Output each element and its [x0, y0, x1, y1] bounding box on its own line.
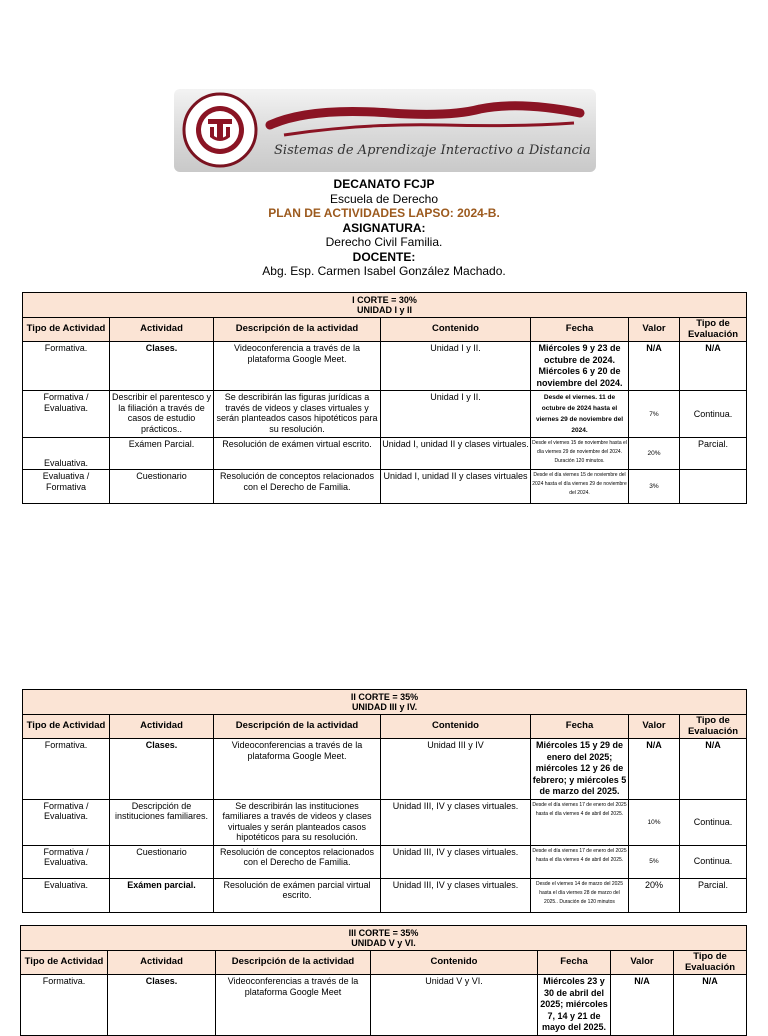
col-fecha: Fecha — [538, 951, 611, 975]
table-row: Formativa / Evaluativa. Descripción de instituciones familiares. Se describirán las instituciones familiares a través de videos y clases virtuales y serán planteados casos hipotéticos para su resolución. Unidad III, IV y clases virtuales. Desde el día viernes 17 de enero del 2025 hasta el día viernes 4 de abril del 2025. 10% Continua. — [23, 799, 747, 845]
corte-2-table — [22, 689, 747, 913]
plan-title: PLAN DE ACTIVIDADES LAPSO: 2024-B. — [268, 206, 500, 220]
col-evaluacion: Tipo de Evaluación — [680, 715, 747, 739]
col-valor: Valor — [611, 951, 674, 975]
col-fecha: Fecha — [531, 715, 629, 739]
col-actividad: Actividad — [110, 318, 214, 342]
col-tipo: Tipo de Actividad — [21, 951, 108, 975]
col-descripcion: Descripción de la actividad — [216, 951, 371, 975]
col-actividad: Actividad — [108, 951, 216, 975]
col-actividad: Actividad — [110, 715, 214, 739]
docente-value: Abg. Esp. Carmen Isabel González Machado. — [262, 264, 506, 278]
asignatura-value: Derecho Civil Familia. — [325, 235, 443, 249]
decanato-line: DECANATO FCJP — [333, 177, 435, 191]
corte-2-title: II CORTE = 35% UNIDAD III y IV. — [23, 690, 747, 715]
corte-1-title: I CORTE = 30% UNIDAD I y II — [23, 293, 747, 318]
escuela-line: Escuela de Derecho — [329, 191, 439, 206]
col-fecha: Fecha — [531, 318, 629, 342]
logo-tagline: Sistemas de Aprendizaje Interactivo a Distancia — [274, 143, 591, 158]
corte-3-table — [20, 925, 747, 1036]
asignatura-label: ASIGNATURA: — [342, 220, 426, 235]
corte-1-table — [22, 292, 747, 504]
col-descripcion: Descripción de la actividad — [214, 318, 381, 342]
col-contenido: Contenido — [381, 318, 531, 342]
col-tipo: Tipo de Actividad — [23, 318, 110, 342]
corte-3-title: III CORTE = 35% UNIDAD V y VI. — [21, 926, 747, 951]
saia-logo-graphic — [174, 89, 596, 172]
table-row: Formativa / Evaluativa. Cuestionario Resolución de conceptos relacionados con el Derecho de Familia. Unidad III, IV y clases virtuales. Desde el día viernes 17 de enero del 2025 hasta el día viernes 4 de abril del 2025. 5% Continua. — [23, 845, 747, 878]
col-contenido: Contenido — [371, 951, 538, 975]
col-valor: Valor — [629, 715, 680, 739]
col-descripcion: Descripción de la actividad — [214, 715, 381, 739]
table-row: Evaluativa. Exámen parcial. Resolución de exámen parcial virtual escrito. Unidad III, IV y clases virtuales. Desde el viernes 14 de marzo del 2025 hasta el día viernes 28 de marzo del 2025.. Duración de 120 minutos 20% Parcial. — [23, 878, 747, 912]
table-row: Formativa. Clases. Videoconferencias a través de la plataforma Google Meet Unidad V y VI. Miércoles 23 y 30 de abril del 2025; miércoles 7, 14 y 21 de mayo del 2025. N/A N/A — [21, 975, 747, 1036]
document-header — [0, 177, 768, 279]
table-row: Evaluativa. Exámen Parcial. Resolución de exámen virtual escrito. Unidad I, unidad II y clases virtuales. Desde el viernes 15 de noviembre hasta el día viernes 29 de noviembre del 2024. Duración 120 minutos. 20% Parcial. — [23, 438, 747, 470]
saia-logo — [174, 89, 596, 172]
table-row: Formativa. Clases. Videoconferencia a través de la plataforma Google Meet. Unidad I y II. Miércoles 9 y 23 de octubre de 2024. Miércoles 6 y 20 de noviembre del 2024. N/A N/A — [23, 342, 747, 391]
col-evaluacion: Tipo de Evaluación — [674, 951, 747, 975]
table-row: Formativa / Evaluativa. Describir el parentesco y la filiación a través de casos de estudio prácticos.. Se describirán las figuras jurídicas a través de videos y clases virtuales y serán planteados casos hipotéticos para su resolución. Unidad I y II. Desde el viernes. 11 de octubre de 2024 hasta el viernes 29 de noviembre del 2024. 7% Continua. — [23, 391, 747, 438]
col-contenido: Contenido — [381, 715, 531, 739]
col-valor: Valor — [629, 318, 680, 342]
docente-label: DOCENTE: — [352, 249, 416, 264]
col-evaluacion: Tipo de Evaluación — [680, 318, 747, 342]
table-row: Evaluativa / Formativa Cuestionario Resolución de conceptos relacionados con el Derecho de Familia. Unidad I, unidad II y clases virtuales Desde el día viernes 15 de noviembre del 2024 hasta el día viernes 29 de noviembre del 2024. 3% — [23, 470, 747, 504]
col-tipo: Tipo de Actividad — [23, 715, 110, 739]
table-row: Formativa. Clases. Videoconferencias a través de la plataforma Google Meet. Unidad III y IV Miércoles 15 y 29 de enero del 2025; miércoles 12 y 26 de febrero; y miércoles 5 de marzo del 2025. N/A N/A — [23, 739, 747, 800]
